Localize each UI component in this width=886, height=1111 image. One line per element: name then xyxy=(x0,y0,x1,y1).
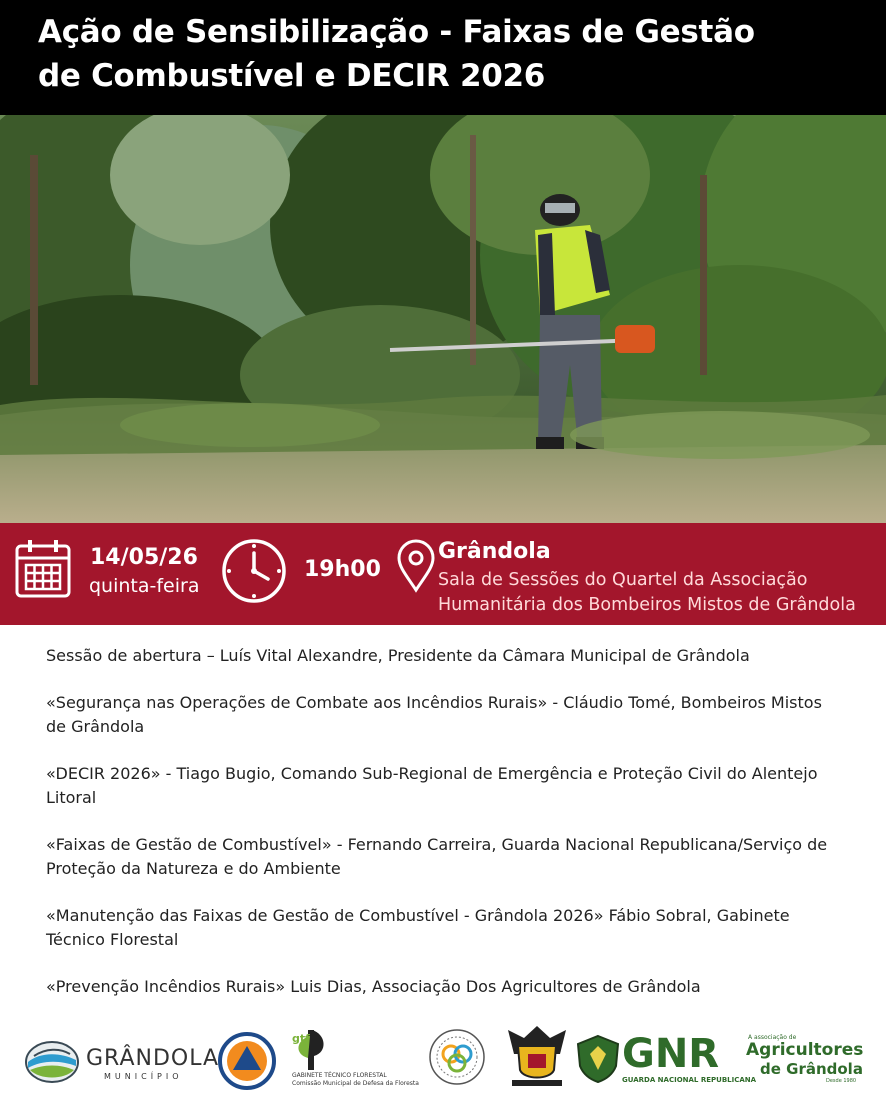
grandola-logo-sub: MUNICÍPIO xyxy=(104,1072,183,1081)
civil-protection-logo-icon xyxy=(218,1032,276,1090)
page-title xyxy=(38,10,866,98)
emergency-seal-logo-icon xyxy=(428,1028,486,1086)
title-line-2: de Combustível e DECIR 2026 xyxy=(38,58,546,94)
event-time: 19h00 xyxy=(304,557,381,582)
agenda-item: «Prevenção Incêndios Rurais» Luis Dias, Associação Dos Agricultores de Grândola xyxy=(46,977,701,996)
agenda-item: «Faixas de Gestão de Combustível» - Fernando Carreira, Guarda Nacional Republicana/Serviço de Proteção da Natureza e do Ambiente xyxy=(46,835,828,878)
gnr-logo-name: GNR xyxy=(622,1031,720,1077)
agenda-item: «Segurança nas Operações de Combate aos Incêndios Rurais» - Cláudio Tomé, Bombeiros Mistos de Grândola xyxy=(46,693,822,736)
grandola-logo-name: GRÂNDOLA xyxy=(86,1046,220,1071)
agricultores-logo-line-1: Agricultores xyxy=(746,1040,864,1060)
grandola-municipality-logo-icon xyxy=(24,1040,80,1084)
calendar-icon xyxy=(14,538,72,600)
location-address-line-1: Sala de Sessões do Quartel da Associação xyxy=(438,570,808,590)
agenda-list xyxy=(46,644,846,1022)
gnr-shield-logo-icon xyxy=(576,1034,620,1084)
agricultores-logo-line-2: de Grândola xyxy=(760,1060,863,1078)
event-date: 14/05/26 xyxy=(90,545,198,570)
firefighters-crest-logo-icon xyxy=(504,1024,570,1088)
title-line-1: Ação de Sensibilização - Faixas de Gestão xyxy=(38,14,755,50)
agenda-item: «Manutenção das Faixas de Gestão de Combustível - Grândola 2026» Fábio Sobral, Gabinete Técnico Florestal xyxy=(46,906,790,949)
location-title: Grândola xyxy=(438,539,551,564)
gnr-logo-sub: GUARDA NACIONAL REPUBLICANA xyxy=(622,1076,757,1084)
agenda-item: «DECIR 2026» - Tiago Bugio, Comando Sub-Regional de Emergência e Proteção Civil do Alentejo Litoral xyxy=(46,764,818,807)
gtf-logo-line-1: GABINETE TÉCNICO FLORESTAL xyxy=(292,1072,387,1079)
location-address-line-2: Humanitária dos Bombeiros Mistos de Grândola xyxy=(438,595,856,615)
page-header xyxy=(0,0,886,115)
event-weekday: quinta-feira xyxy=(89,575,200,597)
clock-icon xyxy=(220,537,288,605)
event-info-bar xyxy=(0,523,886,625)
agricultores-logo-since: Desde 1980 xyxy=(826,1078,857,1084)
gtf-logo-mark: gtf xyxy=(292,1032,310,1045)
location-pin-icon xyxy=(396,539,436,593)
agricultores-logo-small: A associação de xyxy=(748,1034,797,1041)
gtf-logo-line-2: Comissão Municipal de Defesa da Floresta xyxy=(292,1080,419,1087)
forest-worker-illustration xyxy=(0,115,886,523)
agenda-item: Sessão de abertura – Luís Vital Alexandre, Presidente da Câmara Municipal de Grândola xyxy=(46,646,750,665)
sponsor-logos xyxy=(0,1020,886,1100)
hero-photo xyxy=(0,115,886,523)
